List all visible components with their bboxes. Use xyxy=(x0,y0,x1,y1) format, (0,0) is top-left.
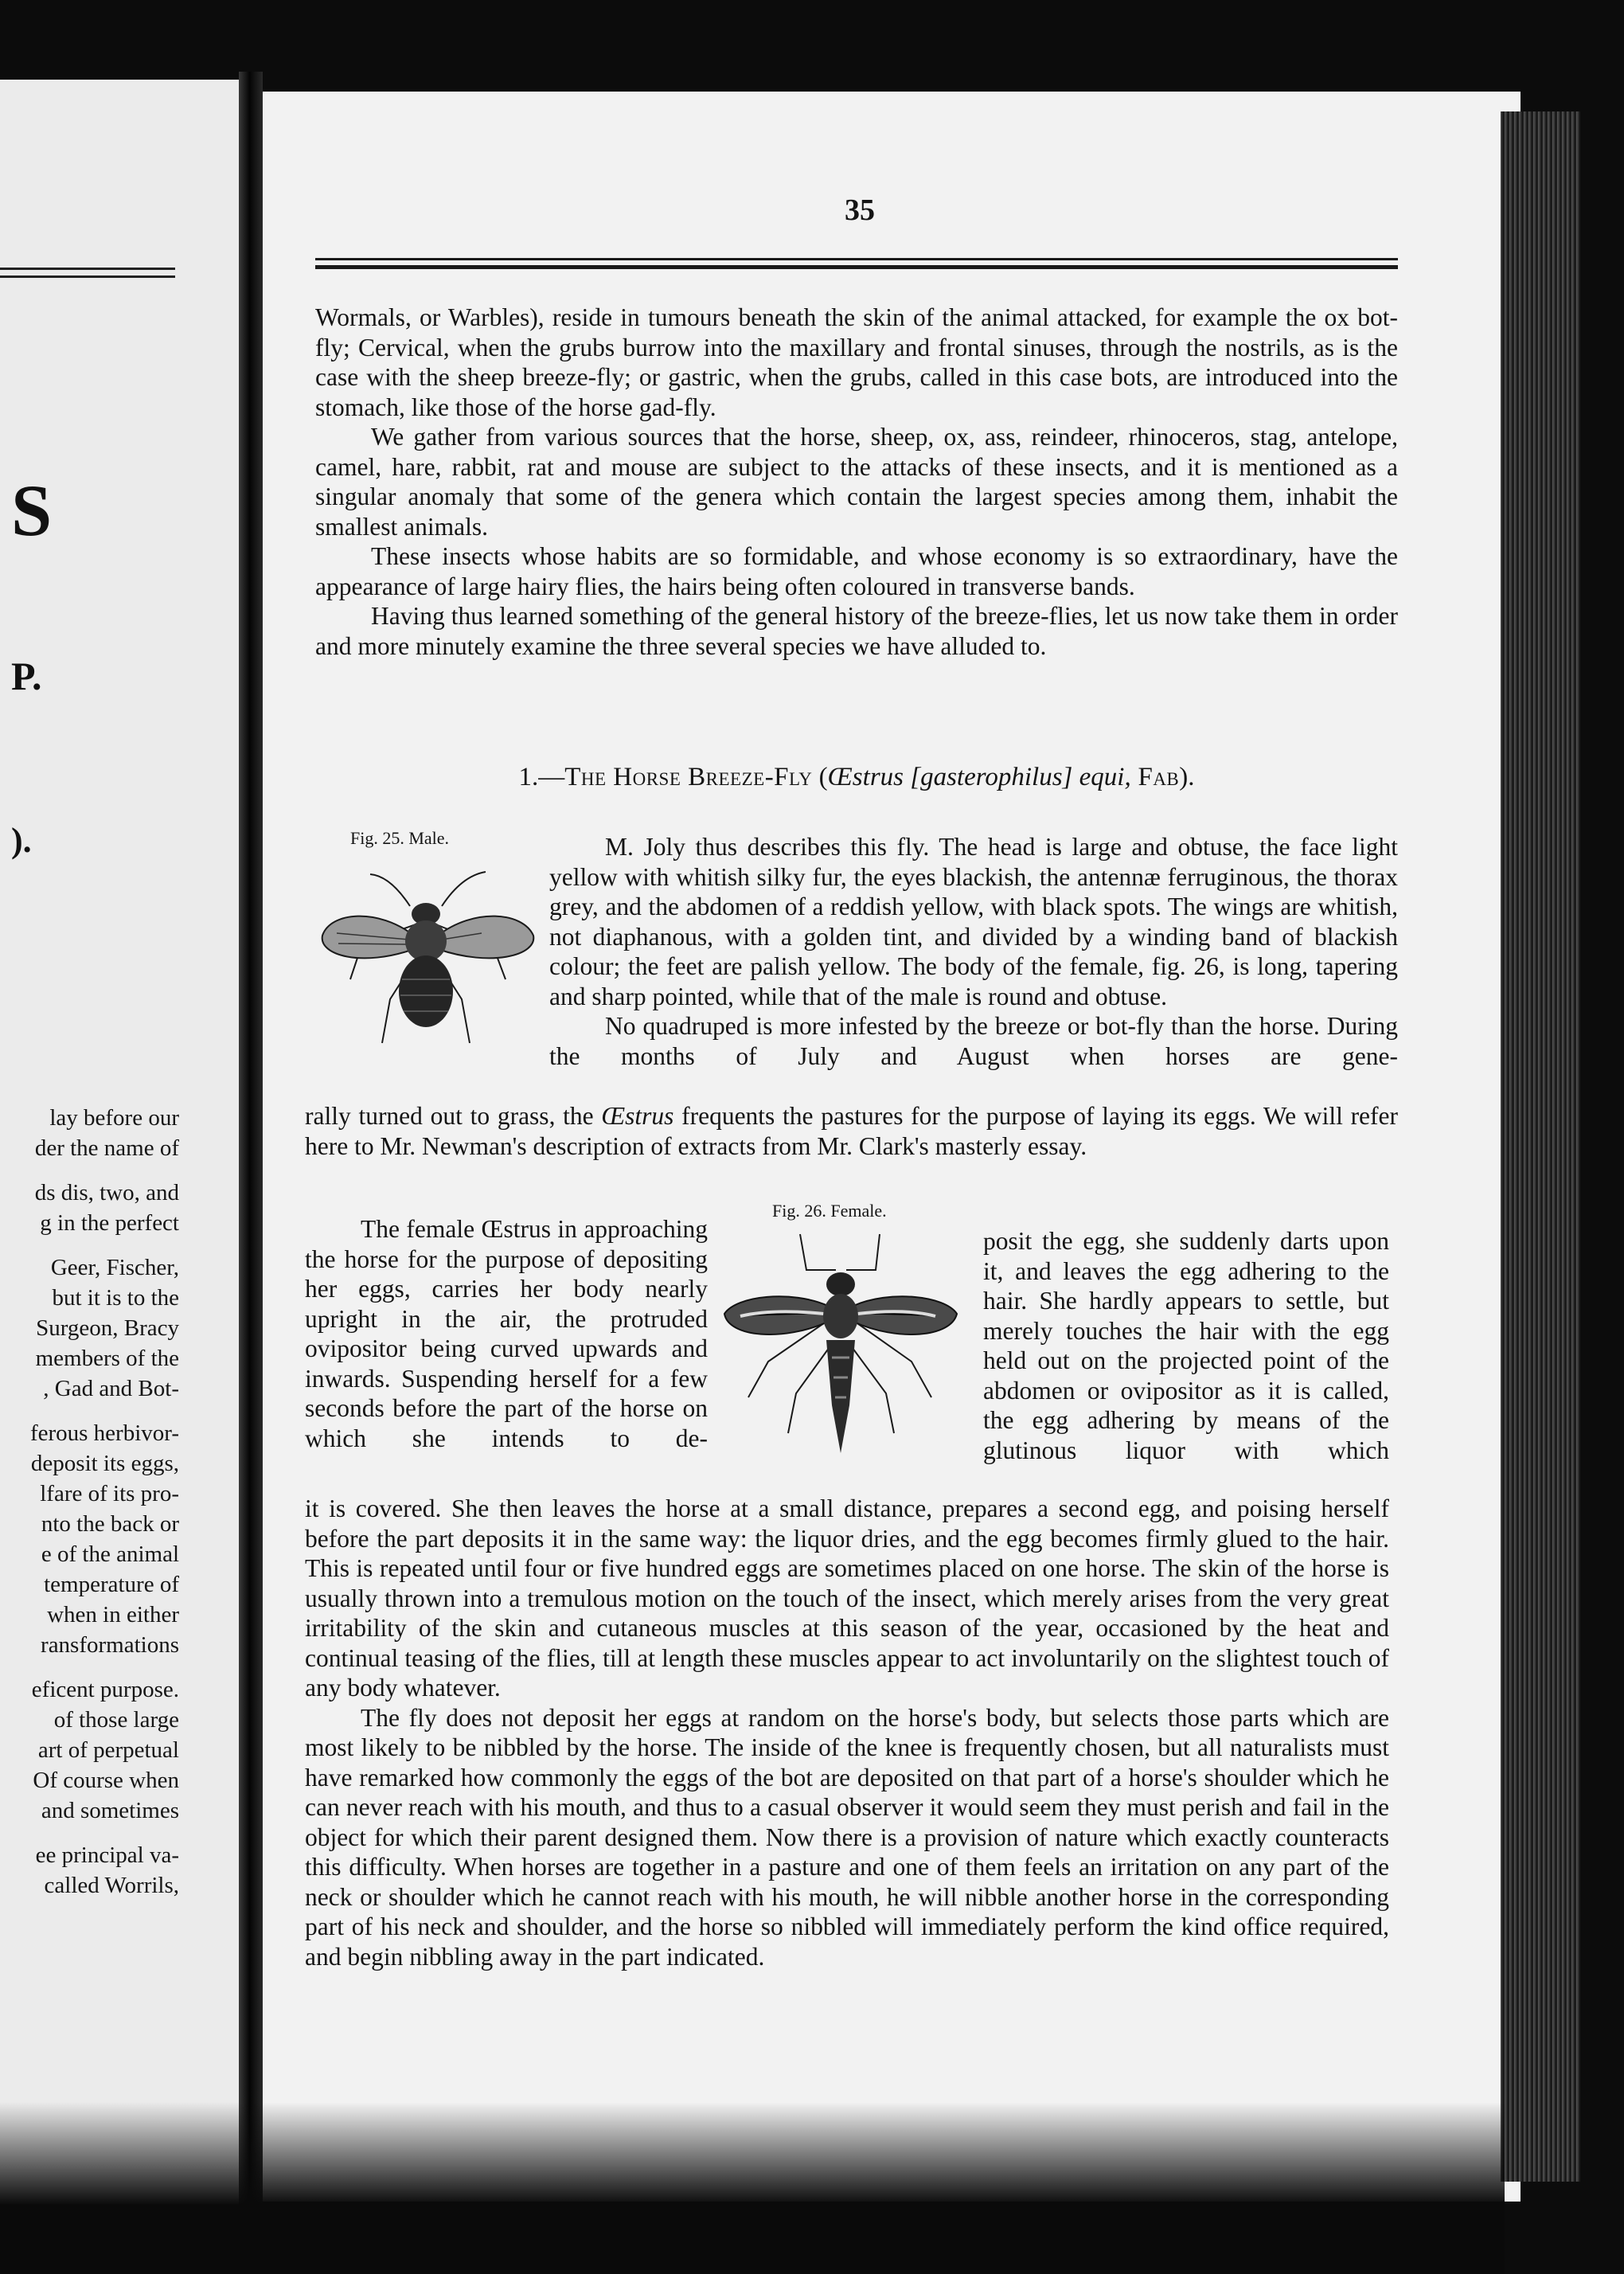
section-genus: Œstrus xyxy=(827,763,904,791)
fly-wing-right-f xyxy=(853,1296,957,1334)
section-species: equi, xyxy=(1072,763,1131,791)
left-header-rule xyxy=(0,268,175,270)
left-heading-fragment-3: ). xyxy=(11,821,32,860)
fly-antenna-left xyxy=(370,874,410,906)
section-subgenus: [gasterophilus] xyxy=(910,763,1073,791)
quadruped-paragraph-start: No quadruped is more infested by the breeze or bot-fly than the horse. During the months of July and August when horses are gene- xyxy=(549,1012,1398,1070)
female-paragraph-end: it is covered. She then leaves the horse at a small distance, prepares a second egg, and poising herself before the part deposits it in the same way: the liquor dries, and the egg becomes firmly glued to the hair. This is repeated until four or five hundred eggs are sometimes placed on one horse. The skin of the horse is usually thrown into a tremulous motion on the touch of the insect, which merely arises from the very great irritability of the skin and cutaneous muscles at this season of the year, occasioned by the heat and continual teasing of the flies, till at length these muscles appear to act involuntarily on the slightest touch of any body whatever. xyxy=(305,1495,1389,1702)
nibbling-paragraph: The fly does not deposit her eggs at random on the horse's body, but selects those parts which are most likely to be nibbled by the horse. The inside of the knee is frequently chosen, but all naturalists must have remarked how commonly the eggs of the bot are deposited on that part of a horse's shoulder which he can never reach with his mouth, and thus to a casual observer it would seem they must perish and fail in the object for which their parent designed them. Now there is a provision of nature which exactly counteracts this difficulty. When horses are together in a pasture and one of them feels an irritation on any part of the neck or shoulder which he cannot reach with his mouth, he will nibble another horse in the corresponding part of his neck and shoulder, and the horse so nibbled will immediately perform the kind office required, and begin nibbling away in the part indicated. xyxy=(305,1703,1389,1971)
quadruped-paragraph-continued xyxy=(305,1101,1398,1161)
intro-paragraph-4: Having thus learned something of the general history of the breeze-flies, let us now take them in order and more minutely examine the three several species we have alluded to. xyxy=(315,602,1398,660)
left-page-line: of those large xyxy=(53,1707,179,1733)
left-page-line: ferous herbivor- xyxy=(29,1420,179,1446)
intro-text xyxy=(315,303,1398,661)
left-page-line: but it is to the xyxy=(52,1285,179,1311)
fig25-caption: Fig. 25. Male. xyxy=(350,828,450,848)
fly-abdomen xyxy=(399,955,453,1027)
left-header-rule-2 xyxy=(0,275,175,278)
female-continuation xyxy=(305,1494,1389,1971)
section-paren-close: ). xyxy=(1179,763,1195,791)
left-heading-fragment-1: S xyxy=(11,470,53,551)
intro-paragraph-1: Wormals, or Warbles), reside in tumours beneath the skin of the animal attacked, for example the ox bot-fly; Cervical, when the grubs burrow into the maxillary and frontal sinuses, through the nostrils, as is the case with the sheep breeze-fly; or gastric, when the grubs, called in this case bots, are introduced into the stomach, like those of the horse gad-fly. xyxy=(315,303,1398,421)
fly-antenna-right xyxy=(442,872,486,906)
left-page-line: Of course when xyxy=(33,1768,179,1793)
intro-paragraph-3: These insects whose habits are so formidable, and whose economy is so extraordinary, have the appearance of large hairy flies, the hairs being often coloured in transverse bands. xyxy=(315,542,1398,600)
left-page-line: lay before our xyxy=(49,1105,179,1131)
header-rule xyxy=(315,258,1398,260)
left-page-line: and sometimes xyxy=(41,1798,179,1823)
intro-paragraph-2: We gather from various sources that the horse, sheep, ox, ass, reindeer, rhinoceros, stag, antelope, camel, hare, rabbit, rat and mouse are subject to the attacks of these insects, and it is mentioned as a singular anomaly that some of the genera which contain the largest species among them, inhabit the smallest animals. xyxy=(315,423,1398,541)
left-page-line: eficent purpose. xyxy=(31,1677,179,1702)
fig26-caption: Fig. 26. Female. xyxy=(772,1201,887,1221)
left-page-line: lfare of its pro- xyxy=(40,1481,179,1506)
fly-head-f xyxy=(826,1272,855,1296)
facing-page-left xyxy=(0,80,239,2213)
joly-text-wrapped xyxy=(549,832,1398,1071)
left-page-line: ds dis, two, and xyxy=(34,1180,179,1205)
left-page-line: deposit its eggs, xyxy=(30,1451,179,1476)
fly-wing-right xyxy=(438,916,533,959)
left-page-line: g in the perfect xyxy=(40,1210,179,1236)
page-number: 35 xyxy=(845,193,875,227)
left-page-line: called Worrils, xyxy=(44,1873,179,1898)
left-page-line: when in either xyxy=(47,1602,179,1627)
left-page-line: ee principal va- xyxy=(35,1842,179,1868)
left-heading-fragment-2: P. xyxy=(11,654,42,698)
fly-wing-left-f xyxy=(724,1296,828,1334)
oestrus-italic: Œstrus xyxy=(601,1102,674,1130)
left-page-line: nto the back or xyxy=(41,1511,179,1537)
left-page-line: ransformations xyxy=(41,1632,179,1658)
female-fly-illustration xyxy=(720,1222,959,1469)
left-page-line: temperature of xyxy=(44,1572,179,1597)
header-rule-thick xyxy=(315,265,1398,269)
fly-thorax-f xyxy=(823,1294,858,1338)
left-page-line: members of the xyxy=(35,1346,179,1371)
fly-wing-left xyxy=(322,916,414,959)
left-page-line: e of the animal xyxy=(41,1541,179,1567)
quadruped-text-1: rally turned out to grass, the xyxy=(305,1102,602,1130)
left-page-line: , Gad and Bot- xyxy=(43,1376,179,1401)
left-page-line: der the name of xyxy=(34,1135,179,1161)
left-page-line: Geer, Fischer, xyxy=(50,1255,179,1280)
section-heading xyxy=(315,761,1398,793)
section-author: Fab xyxy=(1130,763,1180,791)
section-paren-open: ( xyxy=(812,763,828,791)
left-page-line: Surgeon, Bracy xyxy=(36,1315,179,1341)
female-right-column xyxy=(983,1226,1389,1465)
left-page-line: art of perpetual xyxy=(37,1737,179,1763)
joly-paragraph: M. Joly thus describes this fly. The head is large and obtuse, the face light yellow with whitish silky fur, the eyes blackish, the antennæ ferruginous, the thorax grey, and the abdomen of a reddish yellow, with black spots. The wings are whitish, not diaphanous, with a golden tint, and divided by a winding band of blackish colour; the feet are palish yellow. The body of the female, fig. 26, is long, tapering and sharp pointed, while that of the male is round and obtuse. xyxy=(549,833,1398,1010)
quadruped-text-2: frequents the pastures for the purpose of laying its eggs. We will refer here to Mr. Newman's description of extracts from Mr. Clark's masterly essay. xyxy=(305,1102,1398,1160)
book-gutter xyxy=(239,72,263,2221)
section-number: 1.— xyxy=(518,763,565,791)
female-paragraph-middle: posit the egg, she suddenly darts upon it, and leaves the egg adhering to the hair. She hardly appears to settle, but merely touches the hair with the egg held out on the projected point of the abdomen or ovipositor as it is called, the egg adhering by means of the glutinous liquor with which xyxy=(983,1227,1389,1464)
page-edges xyxy=(1501,111,1580,2182)
male-fly-illustration xyxy=(314,860,545,1067)
female-paragraph-start: The female Œstrus in approaching the horse for the purpose of depositing her eggs, carries her body nearly upright in the air, the protruded ovipositor being curved upwards and inwards. Suspending herself for a few seconds before the part of the horse on which she intends to de- xyxy=(305,1215,708,1452)
fly-antenna-left-f xyxy=(800,1234,836,1270)
female-left-column xyxy=(305,1214,708,1453)
section-title: The Horse Breeze-Fly xyxy=(564,763,813,791)
